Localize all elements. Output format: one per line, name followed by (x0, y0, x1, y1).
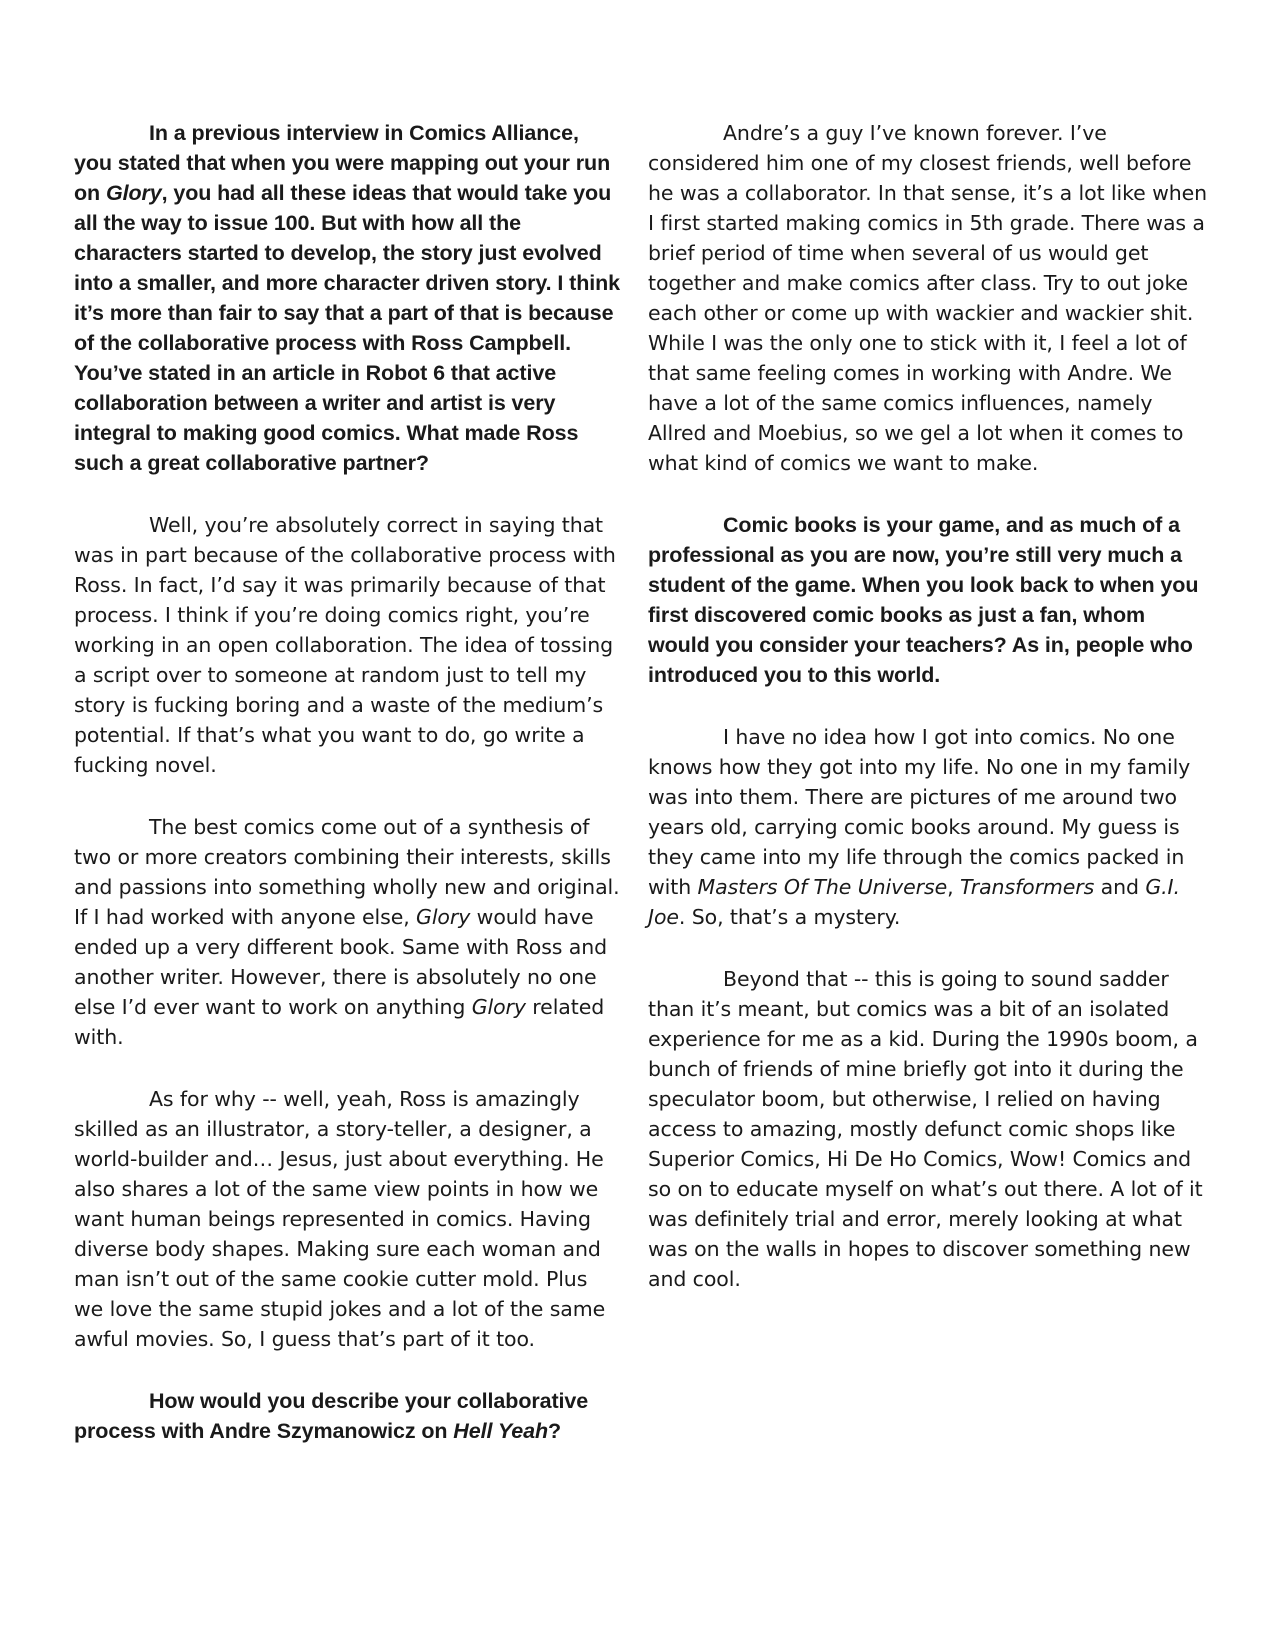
text-run: ? (548, 1419, 562, 1443)
text-run: Beyond that -- this is going to sound sadder than it’s meant, but comics was a bit of an isolated experience for me as a kid. During the 1990s boom, a bunch of friends of mine briefly got into it during the speculator boom, but otherwise, I relied on having access to amazing, mostly defunct comic shops like Superior Comics, Hi De Ho Comics, Wow! Comics and so on to educate myself on what’s out there. A lot of it was definitely trial and error, merely looking at what was on the walls in hopes to discover something new and cool. (648, 967, 1203, 1291)
italic-title: Glory (416, 905, 471, 929)
interview-answer (648, 964, 1208, 1294)
italic-title: Transformers (959, 875, 1095, 899)
right-column (648, 118, 1208, 1326)
text-run: The best comics come out of a synthesis of two or more creators combining their interests, skills and passions into something wholly new and original. If I had worked with anyone else, (74, 815, 620, 929)
text-run: Well, you’re absolutely correct in saying that was in part because of the collaborative process with Ross. In fact, I’d say it was primarily because of that process. I think if you’re doing comics right, you’re working in an open collaboration. The idea of tossing a script over to someone at random just to tell my story is fucking boring and a waste of the medium’s potential. If that’s what you want to do, go write a fucking novel. (74, 513, 616, 777)
interview-answer (648, 118, 1208, 478)
interview-answer (74, 1084, 622, 1354)
italic-title: Glory (105, 181, 162, 205)
left-column (74, 118, 622, 1478)
italic-title: Hell Yeah (453, 1419, 549, 1443)
text-run: would have ended up a very different book. Same with Ross and another writer. However, there is absolutely no one else I’d ever want to work on anything (74, 905, 608, 1019)
text-run: , you had all these ideas that would take you all the way to issue 100. But with how all the characters started to develop, the story just evolved into a smaller, and more character driven story. I think it’s more than fair to say that a part of that is because of the collaborative process with Ross Campbell. You’ve stated in an article in Robot 6 that active collaboration between a writer and artist is very integral to making good comics. What made Ross such a great collaborative partner? (74, 181, 621, 475)
interview-question (74, 118, 622, 478)
text-run: How would you describe your collaborative process with Andre Szymanowicz on (74, 1389, 589, 1443)
interview-answer (74, 510, 622, 780)
interview-question (74, 1386, 622, 1446)
text-run: , (947, 875, 960, 899)
text-run: . So, that’s a mystery. (678, 905, 901, 929)
text-run: related with. (74, 995, 605, 1049)
text-run: and (1094, 875, 1146, 899)
interview-answer (648, 722, 1208, 932)
text-run: Comic books is your game, and as much of a professional as you are now, you’re still very much a student of the game. When you look back to when you first discovered comic books as just a fan, whom would you consider your teachers? As in, people who introduced you to this world. (648, 513, 1199, 687)
text-run: In a previous interview in Comics Alliance, you stated that when you were mapping out your run on (74, 121, 611, 205)
italic-title: Glory (471, 995, 526, 1019)
interview-answer (74, 812, 622, 1052)
text-run: As for why -- well, yeah, Ross is amazingly skilled as an illustrator, a story-teller, a designer, a world-builder and… Jesus, just about everything. He also shares a lot of the same view points in how we want human beings represented in comics. Having diverse body shapes. Making sure each woman and man isn’t out of the same cookie cutter mold. Plus we love the same stupid jokes and a lot of the same awful movies. So, I guess that’s part of it too. (74, 1087, 606, 1351)
italic-title: G.I. Joe (648, 875, 1180, 929)
italic-title: Masters Of The Universe (697, 875, 948, 899)
text-run: Andre’s a guy I’ve known forever. I’ve considered him one of my closest friends, well before he was a collaborator. In that sense, it’s a lot like when I first started making comics in 5th grade. There was a brief period of time when several of us would get together and make comics after class. Try to out joke each other or come up with wackier and wackier shit. While I was the only one to stick with it, I feel a lot of that same feeling comes in working with Andre. We have a lot of the same comics influences, namely Allred and Moebius, so we gel a lot when it comes to what kind of comics we want to make. (648, 121, 1208, 475)
text-run: I have no idea how I got into comics. No one knows how they got into my life. No one in my family was into them. There are pictures of me around two years old, carrying comic books around. My guess is they came into my life through the comics packed in with (648, 725, 1191, 899)
interview-question (648, 510, 1208, 690)
